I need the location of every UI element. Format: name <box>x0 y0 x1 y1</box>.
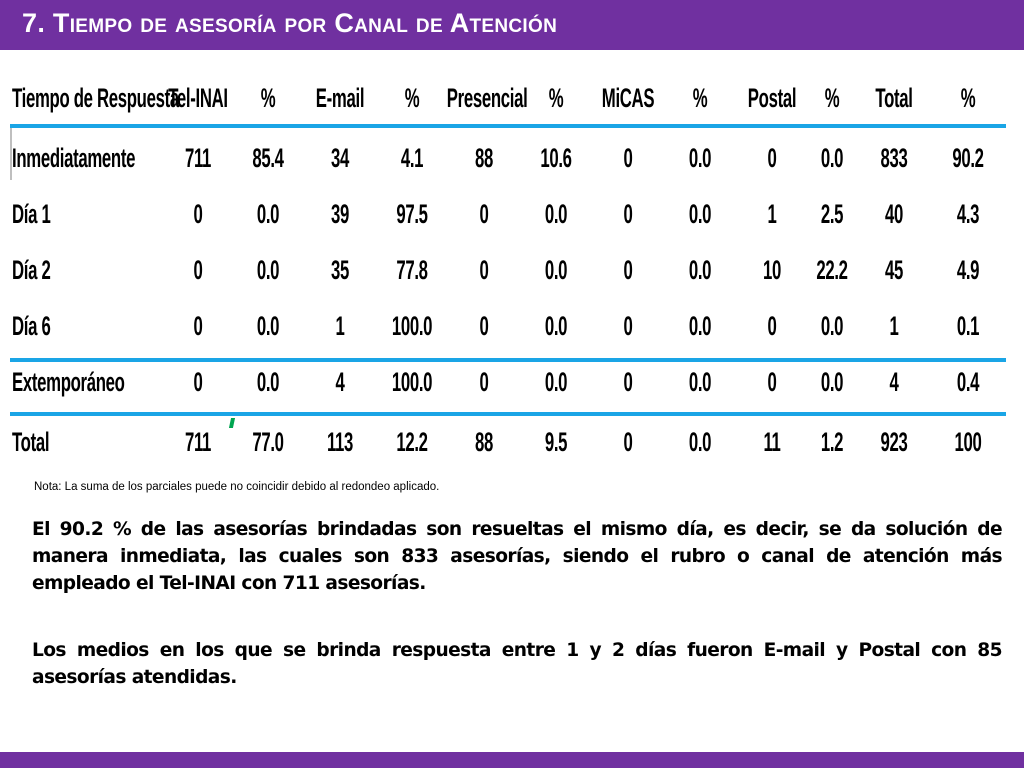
table-cell: 10 <box>762 254 781 285</box>
table-cell: 1 <box>335 310 345 341</box>
table-cell: 0.0 <box>256 310 280 341</box>
table-cell: 0.0 <box>820 310 844 341</box>
table-cell: 0.0 <box>688 198 712 229</box>
table-cell: 88 <box>474 142 493 173</box>
table-cell: 1.2 <box>820 426 844 457</box>
table-row <box>10 242 1006 298</box>
table-cell: 35 <box>330 254 349 285</box>
table-cell: 0.0 <box>688 426 712 457</box>
table-cell: 0.0 <box>820 366 844 397</box>
table-cell: 0.0 <box>544 198 568 229</box>
table-cell: 0 <box>767 142 777 173</box>
table-cell: 100.0 <box>391 310 433 341</box>
table-header-row <box>10 70 1006 126</box>
table-cell: Extemporáneo <box>12 366 125 397</box>
table-cell: 0.0 <box>688 142 712 173</box>
table-cell: 12.2 <box>396 426 428 457</box>
table-header-cell: % <box>692 82 708 113</box>
table-cell: 0 <box>479 198 489 229</box>
table-cell: 10.6 <box>540 142 572 173</box>
table-cell: 0.0 <box>256 366 280 397</box>
table-cell: 11 <box>763 426 781 457</box>
table-cell: 711 <box>184 426 212 457</box>
table-header-cell: MiCAS <box>601 82 655 113</box>
table-cell: 0 <box>193 198 203 229</box>
table-cell: 0 <box>623 426 633 457</box>
table-cell: 0 <box>479 366 489 397</box>
table-cell: 0.0 <box>688 310 712 341</box>
table-cell: 0 <box>623 254 633 285</box>
table-cell: 0 <box>623 142 633 173</box>
table-cell: 97.5 <box>396 198 428 229</box>
table-cell: 0.0 <box>544 254 568 285</box>
table-cell: 0.0 <box>820 142 844 173</box>
table-header-cell: Tel-INAI <box>168 82 228 113</box>
table-cell: 113 <box>326 426 354 457</box>
response-time-table <box>10 64 1006 474</box>
table-cell: 711 <box>184 142 212 173</box>
table-cell: 0.0 <box>688 366 712 397</box>
table-row <box>10 298 1006 354</box>
table-cell: 0.0 <box>688 254 712 285</box>
table-cell: 0 <box>479 254 489 285</box>
table-row <box>10 186 1006 242</box>
table-header-cell: Presencial <box>446 82 528 113</box>
table-cell: 0.0 <box>256 254 280 285</box>
table-cell: 0.0 <box>544 310 568 341</box>
table-cell: 34 <box>330 142 349 173</box>
table-cell: 0 <box>623 198 633 229</box>
table-cell: 0 <box>193 366 203 397</box>
table-cell: Día 1 <box>12 198 51 229</box>
table-header-cell: % <box>404 82 420 113</box>
table-note: Nota: La suma de los parciales puede no coincidir debido al redondeo aplicado. <box>34 481 440 493</box>
table-cell: 85.4 <box>252 142 284 173</box>
table-row <box>10 354 1006 410</box>
table-cell: Día 2 <box>12 254 51 285</box>
table-header-cell: Total <box>875 82 913 113</box>
table-cell: Inmediatamente <box>12 142 136 173</box>
table-cell: 9.5 <box>544 426 568 457</box>
table-cell: 833 <box>880 142 908 173</box>
table-cell: 4 <box>889 366 899 397</box>
slide-title: 7. Tiempo de asesoría por Canal de Atención <box>22 8 558 38</box>
table-cell: 0.0 <box>544 366 568 397</box>
table-cell: 90.2 <box>952 142 984 173</box>
table-cell: 1 <box>889 310 899 341</box>
summary-paragraph-2: Los medios en los que se brinda respuesta entre 1 y 2 días fueron E-mail y Postal con 85 asesorías atendidas. <box>32 640 1002 688</box>
table-cell: 2.5 <box>820 198 844 229</box>
summary-paragraph-1: El 90.2 % de las asesorías brindadas son resueltas el mismo día, es decir, se da solución de manera inmediata, las cuales son 833 asesorías, siendo el rubro o canal de atención más empleado el Tel-INAI con 711 asesorías. <box>32 519 1002 594</box>
table-cell: 0 <box>193 254 203 285</box>
table-cell: 88 <box>474 426 493 457</box>
table-cell: 40 <box>884 198 903 229</box>
table-row <box>10 414 1006 470</box>
table-cell: 1 <box>767 198 777 229</box>
table-header-cell: % <box>960 82 976 113</box>
table-cell: 0 <box>767 310 777 341</box>
table-header-cell: Tiempo de Respuesta <box>12 82 179 113</box>
table-cell: 22.2 <box>816 254 848 285</box>
table-cell: 39 <box>330 198 349 229</box>
table-cell: Día 6 <box>12 310 51 341</box>
table-header-cell: E-mail <box>315 82 365 113</box>
table-header-cell: % <box>548 82 564 113</box>
table-cell: Total <box>12 426 50 457</box>
table-cell: 77.0 <box>252 426 284 457</box>
table-cell: 100.0 <box>391 366 433 397</box>
table-cell: 0 <box>767 366 777 397</box>
table-cell: 77.8 <box>396 254 428 285</box>
table-cell: 4.9 <box>956 254 980 285</box>
table-cell: 0 <box>623 310 633 341</box>
table-header-cell: % <box>824 82 840 113</box>
bottom-bar <box>0 752 1024 768</box>
table-header-cell: % <box>260 82 276 113</box>
table-cell: 0.0 <box>256 198 280 229</box>
table-cell: 0 <box>479 310 489 341</box>
table-cell: 100 <box>954 426 982 457</box>
table-cell: 4 <box>335 366 345 397</box>
table-cell: 4.1 <box>400 142 424 173</box>
table-cell: 4.3 <box>956 198 980 229</box>
table-cell: 0.1 <box>956 310 980 341</box>
table-header-cell: Postal <box>747 82 797 113</box>
table-cell: 0 <box>193 310 203 341</box>
table-cell: 0.4 <box>956 366 980 397</box>
table-cell: 0 <box>623 366 633 397</box>
table-row <box>10 130 1006 186</box>
title-bar <box>0 0 1024 50</box>
table-cell: 45 <box>884 254 903 285</box>
table-cell: 923 <box>880 426 908 457</box>
